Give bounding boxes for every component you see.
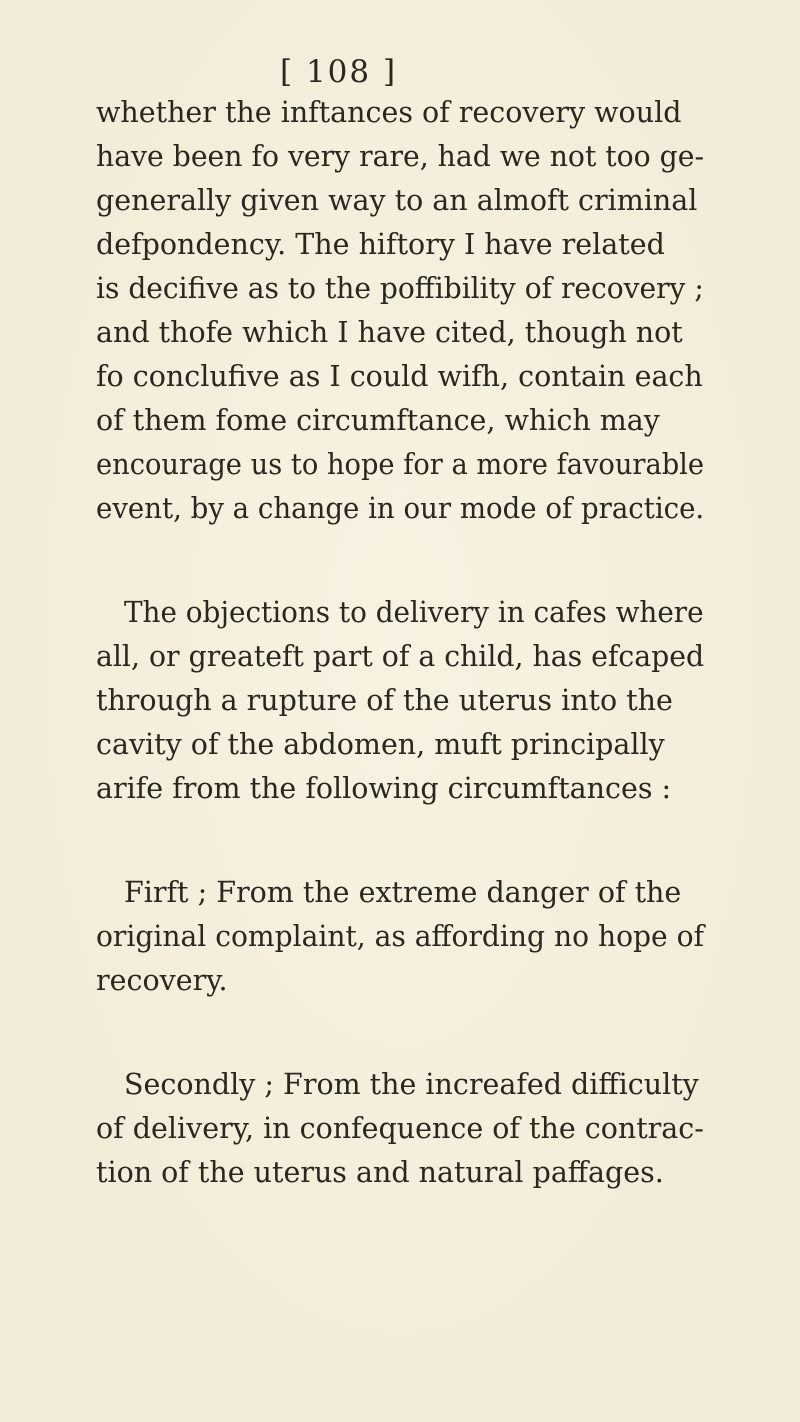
text-line: fo conclufive as I could wifh, contain each [96,360,703,393]
text-line: event, by a change in our mode of practice. [96,492,705,525]
page-number: [ 108 ] [280,54,398,90]
text-line: of them fome circumftance, which may [96,404,660,437]
text-line: arife from the following circumftances : [96,772,672,805]
text-line: whether the inftances of recovery would [96,96,682,129]
text-line: generally given way to an almoft criminal [96,184,698,217]
text-line: The objections to delivery in cafes where [124,596,704,629]
text-line: original complaint, as affording no hope of [96,920,704,953]
text-line: encourage us to hope for a more favourable [96,448,705,481]
text-line: through a rupture of the uterus into the [96,684,673,717]
text-line: Secondly ; From the increafed difficulty [124,1068,699,1101]
text-line: have been fo very rare, had we not too ge- [96,140,705,173]
text-line: all, or greateft part of a child, has efcaped [96,640,705,673]
text-line: recovery. [96,964,228,997]
text-line: and thofe which I have cited, though not [96,316,683,349]
text-line: cavity of the abdomen, muft principally [96,728,665,761]
text-line: defpondency. The hiftory I have related [96,228,665,261]
text-line: of delivery, in confequence of the contrac- [96,1112,704,1145]
text-line: Firft ; From the extreme danger of the [124,876,682,909]
text-line: is decifive as to the poffibility of recovery ; [96,272,704,305]
text-line: tion of the uterus and natural paffages. [96,1156,664,1189]
